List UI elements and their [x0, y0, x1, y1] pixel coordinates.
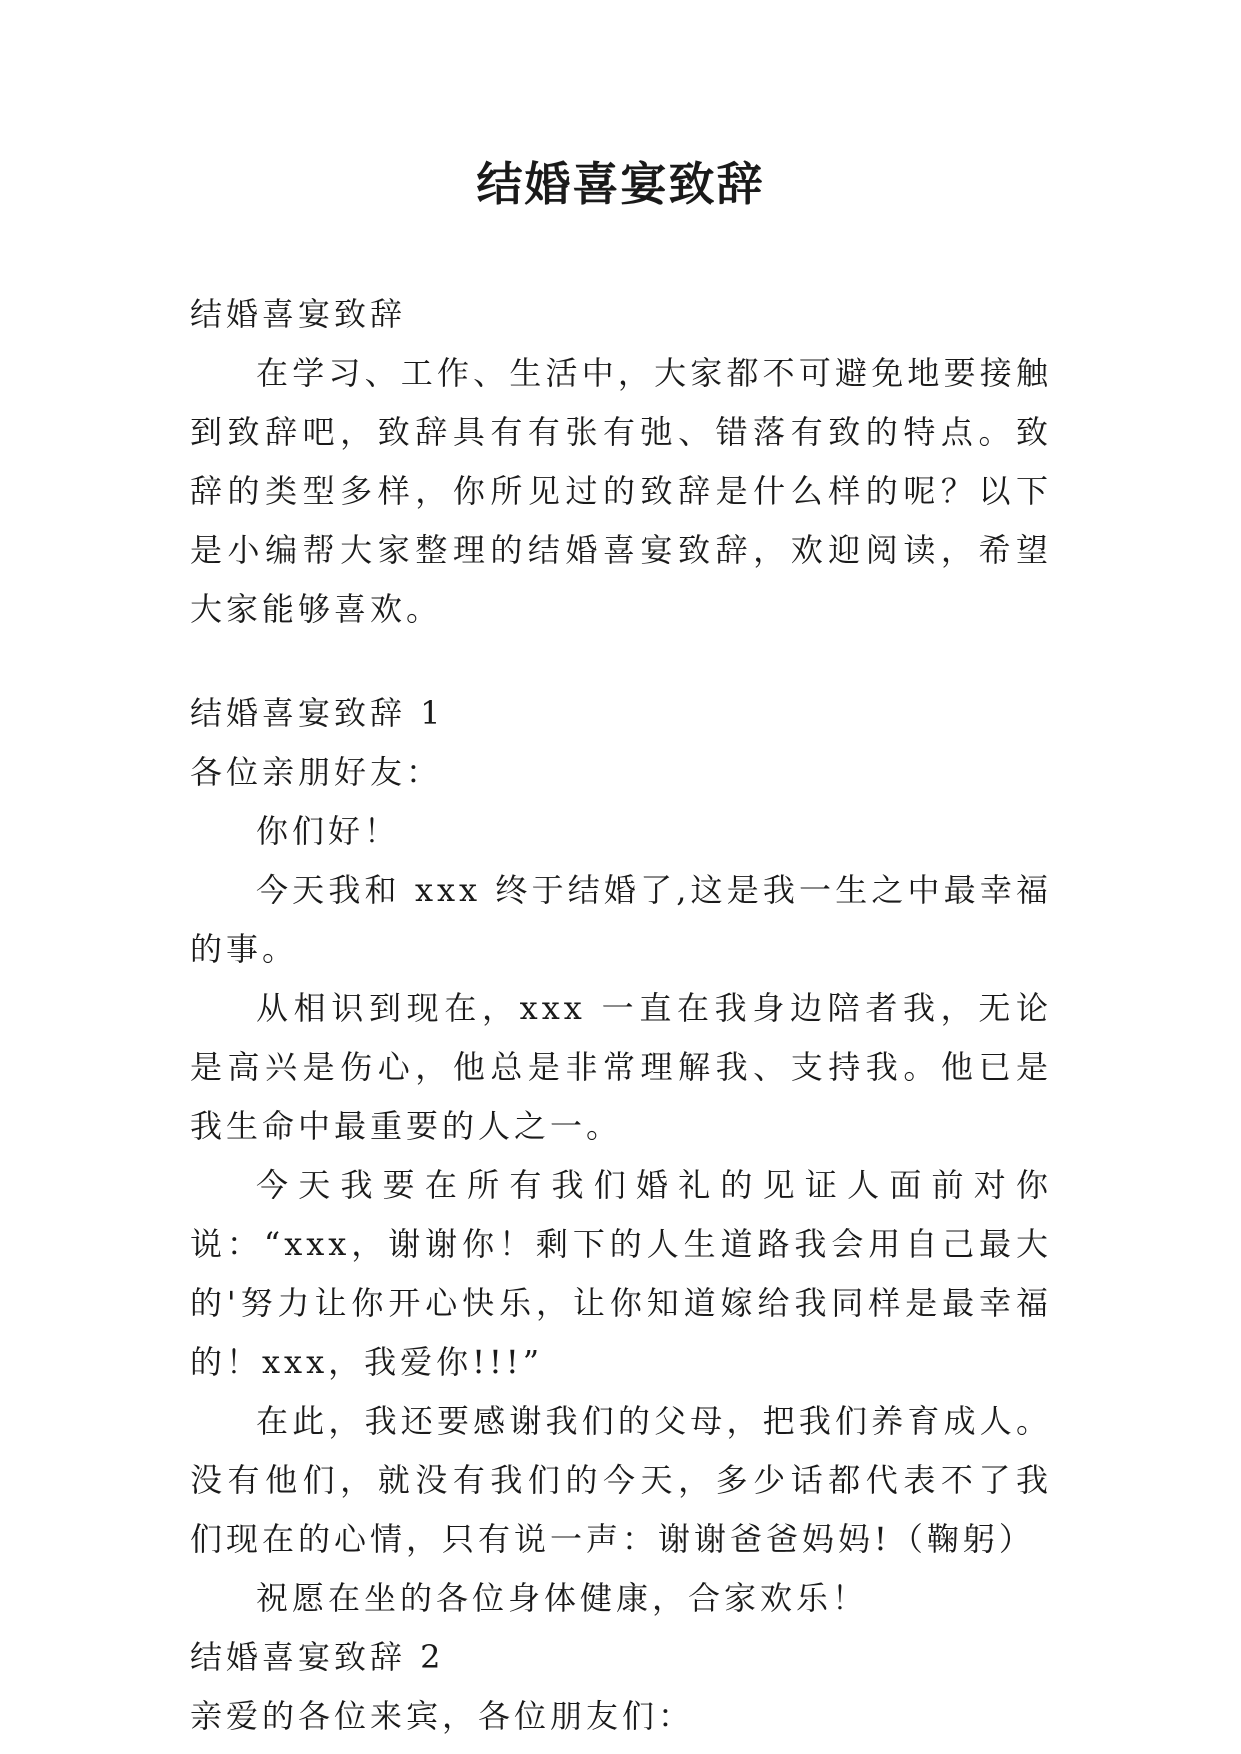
section-heading: 结婚喜宴致辞 1 — [190, 694, 445, 732]
section-heading: 结婚喜宴致辞 2 — [190, 1638, 445, 1676]
document-title: 结婚喜宴致辞 — [476, 157, 765, 211]
paragraph: 从相识到现在，xxx 一直在我身边陪者我，无论是高兴是伤心，他总是非常理解我、支持我。他已是我生命中最重要的人之一。 — [190, 989, 1052, 1145]
paragraph: 今天我要在所有我们婚礼的见证人面前对你说：“xxx，谢谢你！剩下的人生道路我会用自己最大的'努力让你开心快乐，让你知道嫁给我同样是最幸福的！xxx，我爱你!!!” — [190, 1166, 1052, 1381]
section-heading: 结婚喜宴致辞 — [190, 295, 407, 333]
paragraph: 你们好！ — [256, 812, 401, 850]
document-body — [190, 285, 1052, 1746]
paragraph: 在此，我还要感谢我们的父母，把我们养育成人。没有他们，就没有我们的今天，多少话都代表不了我们现在的心情，只有说一声：谢谢爸爸妈妈!（鞠躬） — [190, 1402, 1052, 1558]
paragraph: 祝愿在坐的各位身体健康，合家欢乐！ — [256, 1579, 869, 1617]
salutation: 各位亲朋好友： — [190, 753, 443, 791]
paragraph: 今天我和 xxx 终于结婚了,这是我一生之中最幸福的事。 — [190, 871, 1052, 968]
intro-paragraph: 在学习、工作、生活中，大家都不可避免地要接触到致辞吧，致辞具有有张有弛、错落有致的特点。致辞的类型多样，你所见过的致辞是什么样的呢？以下是小编帮大家整理的结婚喜宴致辞，欢迎阅读，希望大家能够喜欢。 — [190, 354, 1052, 628]
paragraph-gap — [190, 639, 1052, 684]
salutation: 亲爱的各位来宾，各位朋友们： — [190, 1697, 695, 1735]
